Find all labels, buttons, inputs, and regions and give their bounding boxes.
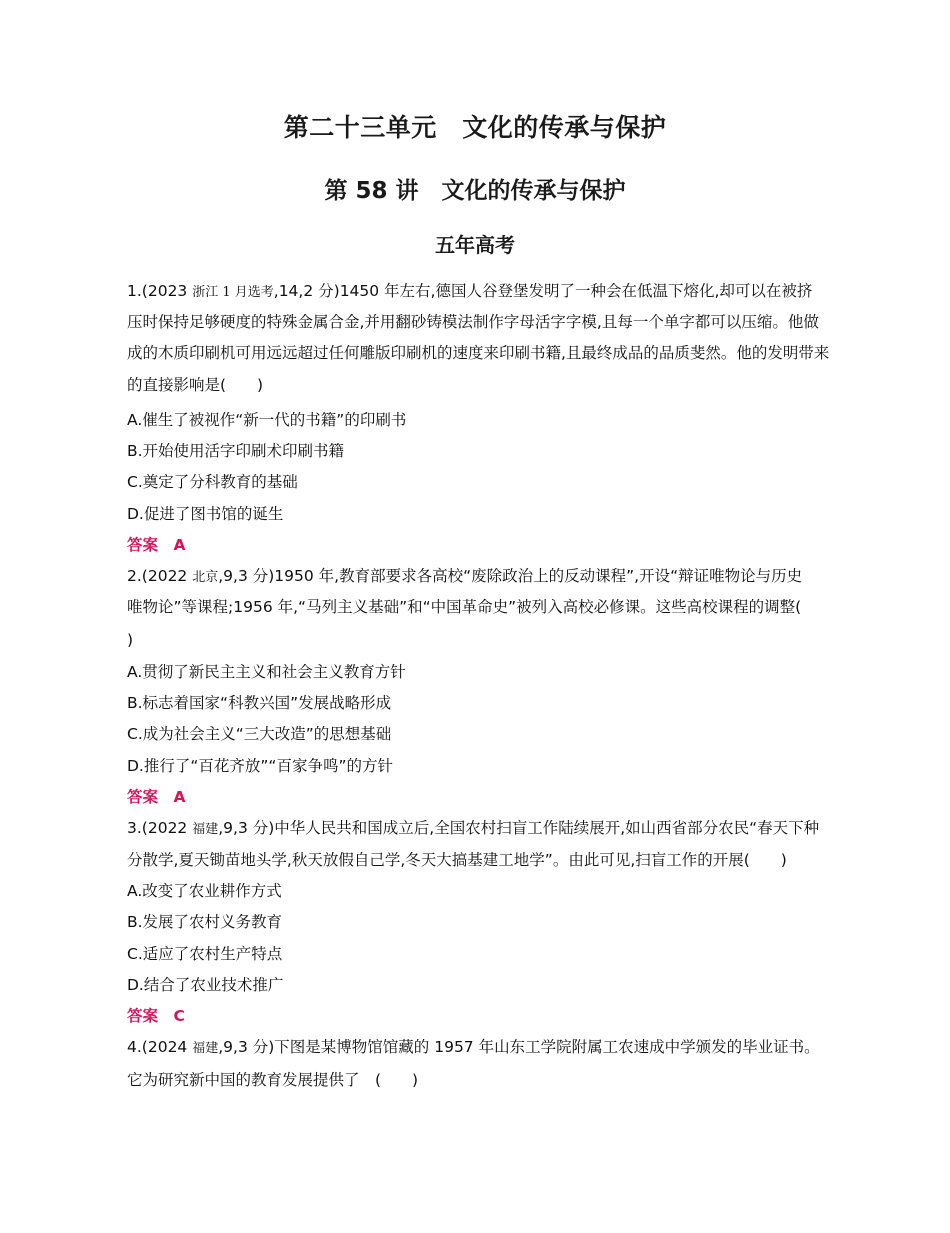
question-2-stem-line-1: 2.(2022 北京,9,3 分)1950 年,教育部要求各高校“废除政治上的反动课程”,开设“辩证唯物论与历史: [127, 567, 803, 585]
question-2-option-a: A.贯彻了新民主主义和社会主义教育方针: [127, 663, 406, 681]
question-source: 福建: [192, 822, 219, 837]
question-1-option-c: C.奠定了分科教育的基础: [127, 473, 298, 491]
question-2-stem-line-2: 唯物论”等课程;1956 年,“马列主义基础”和“中国革命史”被列入高校必修课。这些高校课程的调整(: [127, 598, 802, 616]
unit-title: 第二十三单元 文化的传承与保护: [283, 113, 667, 142]
lesson-title: 第 58 讲 文化的传承与保护: [324, 178, 626, 204]
section-title: 五年高考: [435, 233, 515, 257]
question-4-stem-line-1: 4.(2024 福建,9,3 分)下图是某博物馆馆藏的 1957 年山东工学院附属工农速成中学颁发的毕业证书。: [127, 1038, 820, 1056]
question-3-answer: 答案 C: [127, 1007, 185, 1025]
question-1-answer: 答案 A: [127, 536, 186, 554]
question-3-option-a: A.改变了农业耕作方式: [127, 882, 282, 900]
question-3-option-c: C.适应了农村生产特点: [127, 945, 283, 963]
question-1-stem-line-3: 成的木质印刷机可用远远超过任何雕版印刷机的速度来印刷书籍,且最终成品的品质斐然。他的发明带来: [127, 344, 830, 362]
question-source: 浙江 1 月选考: [192, 285, 274, 300]
question-1-stem-line-2: 压时保持足够硬度的特殊金属合金,并用翻砂铸模法制作字母活字字模,且每一个单字都可以压缩。他做: [127, 313, 819, 331]
question-2-option-c: C.成为社会主义“三大改造”的思想基础: [127, 725, 392, 743]
question-1-option-a: A.催生了被视作“新一代的书籍”的印刷书: [127, 411, 407, 429]
question-3-stem-line-1: 3.(2022 福建,9,3 分)中华人民共和国成立后,全国农村扫盲工作陆续展开,如山西省部分农民“春天下种: [127, 819, 820, 837]
question-1-stem-line-1: 1.(2023 浙江 1 月选考,14,2 分)1450 年左右,德国人谷登堡发明了一种会在低温下熔化,却可以在被挤: [127, 282, 813, 300]
question-3-option-d: D.结合了农业技术推广: [127, 976, 284, 994]
question-2-stem-line-3: ): [127, 631, 134, 649]
question-2-option-b: B.标志着国家“科教兴国”发展战略形成: [127, 694, 392, 712]
question-2-option-d: D.推行了“百花齐放”“百家争鸣”的方针: [127, 757, 393, 775]
question-1-option-d: D.促进了图书馆的诞生: [127, 505, 284, 523]
question-1-option-b: B.开始使用活字印刷术印刷书籍: [127, 442, 345, 460]
question-1-stem-line-4: 的直接影响是( ): [127, 376, 264, 394]
question-3-stem-line-2: 分散学,夏天锄苗地头学,秋天放假自己学,冬天大搞基建工地学”。由此可见,扫盲工作的开展( ): [127, 851, 787, 869]
question-source: 福建: [192, 1041, 219, 1056]
question-2-answer: 答案 A: [127, 788, 186, 806]
question-4-stem-line-2: 它为研究新中国的教育发展提供了 ( ): [127, 1071, 419, 1089]
question-source: 北京: [192, 570, 219, 585]
question-3-option-b: B.发展了农村义务教育: [127, 913, 283, 931]
